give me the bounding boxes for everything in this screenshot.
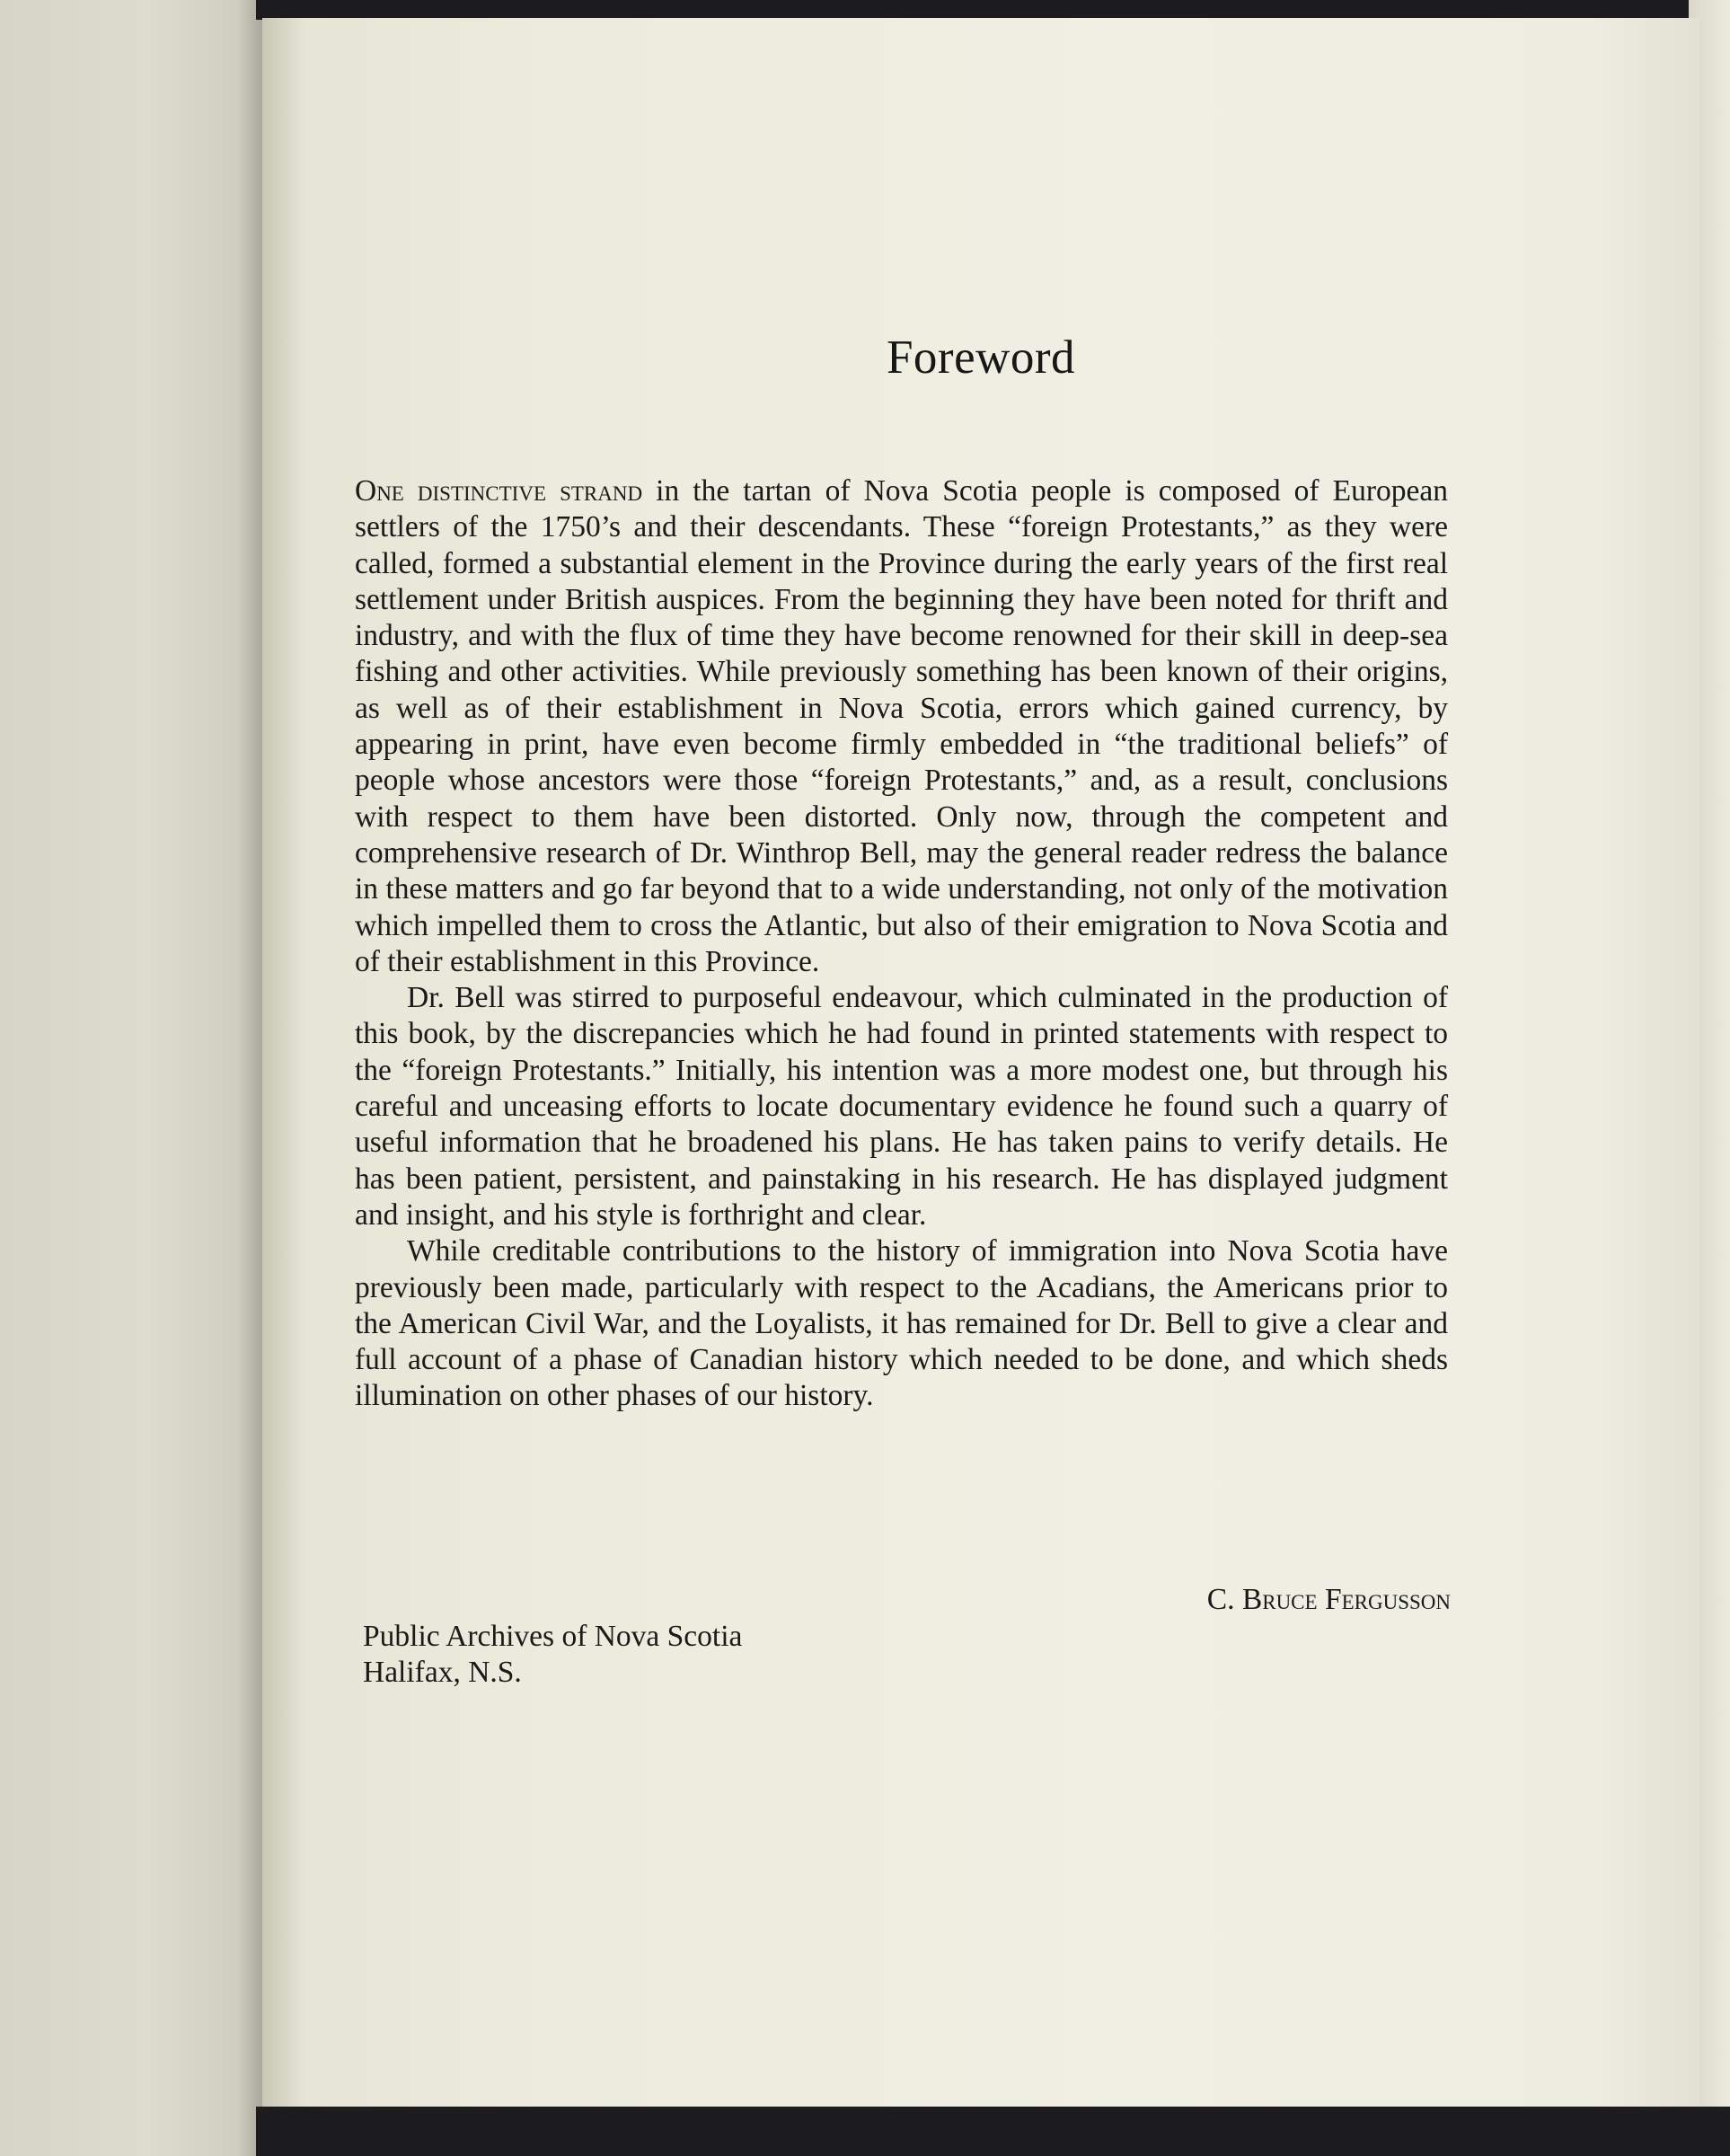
paragraph-1-text: in the tartan of Nova Scotia people is composed of European settlers of the 1750’s and their descendants. These “foreign Protestants,” as they were called, formed a substantial element in the Province during the early years of the first real settlement under British auspices. From the beginning they have been noted for thrift and industry, and with the flux of time they have become renowned for their skill in deep-sea fishing and other activities. While previously something has been known of their origins, as well as of their establishment in Nova Scotia, errors which gained currency, by appearing in print, have even become firmly embedded in “the traditional beliefs” of people whose ancestors were those “foreign Protestants,” and, as a result, conclusions with respect to them have been distorted. Only now, through the competent and comprehensive research of Dr. Winthrop Bell, may the general reader redress the balance in these matters and go far beyond that to a wide understanding, not only of the motivation which impelled them to cross the Atlantic, but also of their emigration to Nova Scotia and of their establishment in this Province.: [355, 474, 1448, 978]
page-title: Foreword: [886, 331, 1076, 384]
paragraph-2: Dr. Bell was stirred to purposeful endeavour, which culminated in the production of this book, by the discrepancies which he had found in printed statements with respect to the “foreign Protestants.” Initially, his intention was a more modest one, but through his careful and unceasing efforts to locate documentary evidence he found such a quarry of useful information that he broadened his plans. He has taken pains to verify details. He has been patient, persistent, and painstaking in his research. He has displayed judgment and insight, and his style is forthright and clear.: [355, 981, 1448, 1232]
book-cover-bottom-edge: [256, 2107, 1730, 2156]
paragraph-1: [355, 473, 1448, 980]
facing-page-left: [0, 0, 269, 2156]
lead-in-small-caps: One distinctive strand: [355, 474, 643, 508]
address-line-1: Public Archives of Nova Scotia: [363, 1620, 743, 1653]
address-block: [363, 1619, 742, 1692]
book-cover-top-edge: [256, 0, 1730, 20]
book-page: [262, 18, 1699, 2111]
foreword-body: [355, 473, 1448, 1415]
paragraph-3: While creditable contributions to the history of immigration into Nova Scotia have previously been made, particularly with respect to the Acadians, the Americans prior to the American Civil War, and the Loyalists, it has remained for Dr. Bell to give a clear and full account of a phase of Canadian history which needed to be done, and which sheds illumination on other phases of our history.: [355, 1234, 1448, 1413]
address-line-2: Halifax, N.S.: [363, 1656, 522, 1690]
author-signature: C. Bruce Fergusson: [1206, 1583, 1451, 1616]
